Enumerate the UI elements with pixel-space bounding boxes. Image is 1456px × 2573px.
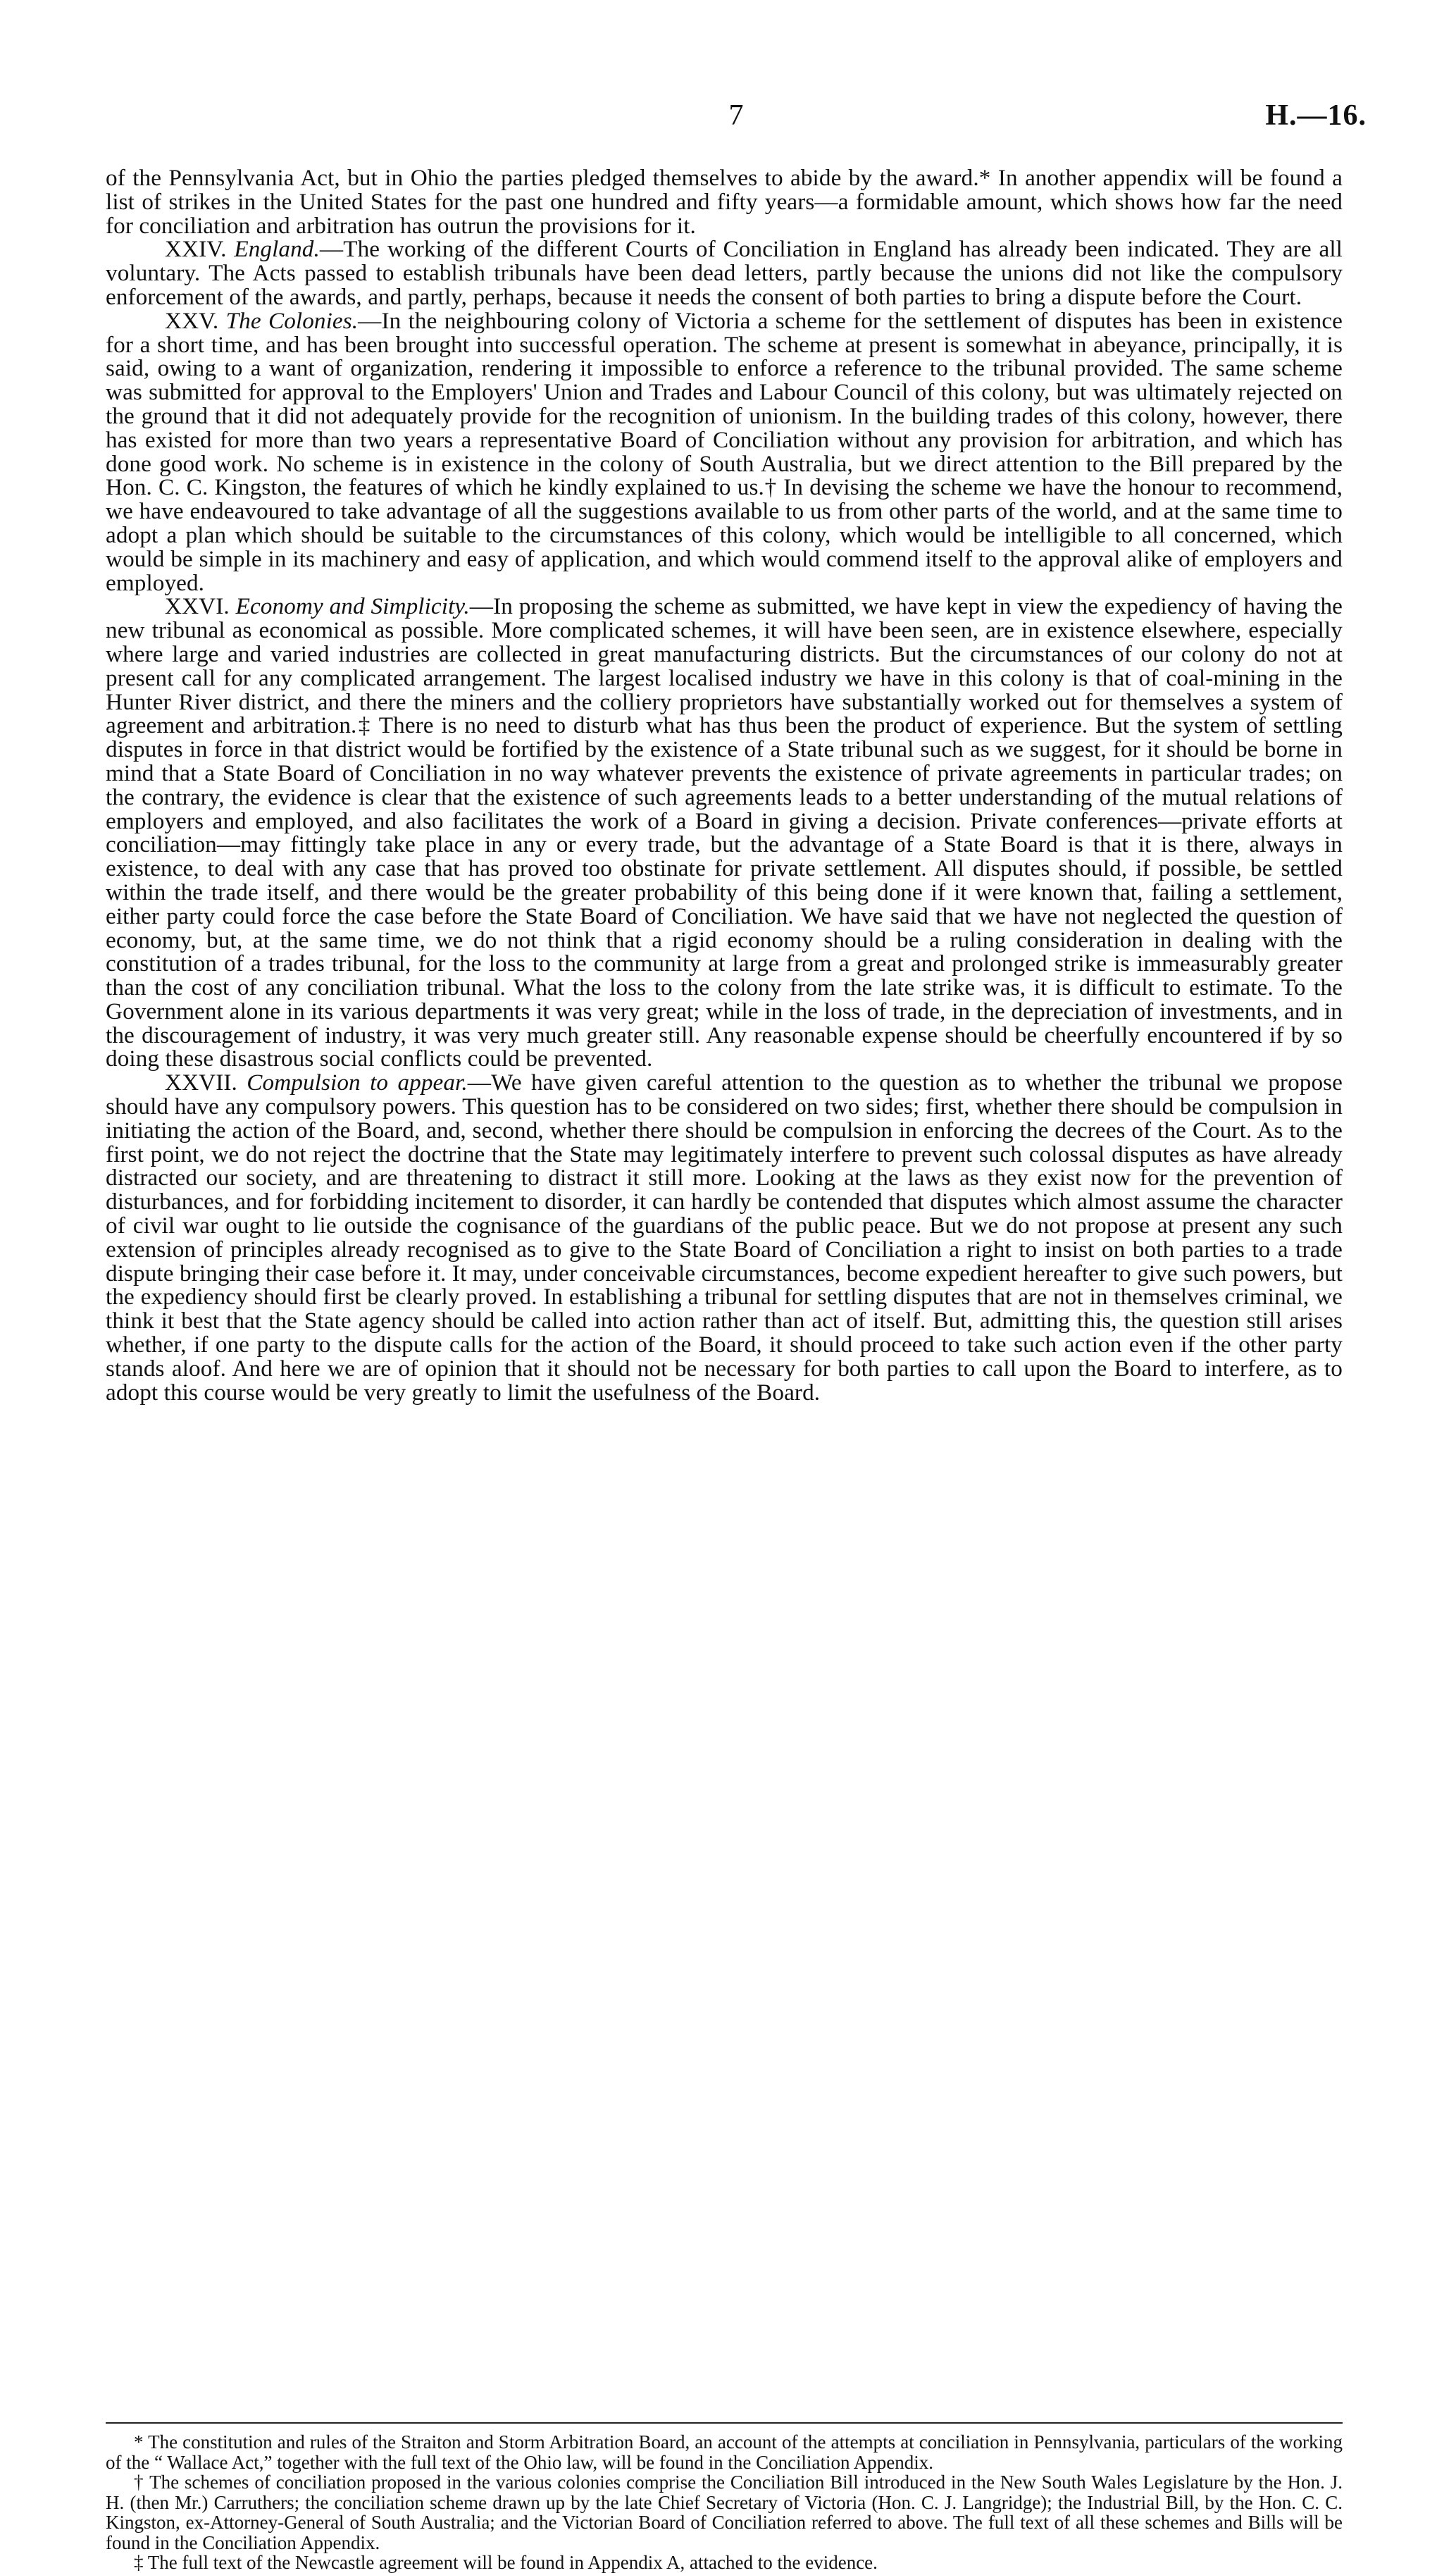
- section-number: XXIV.: [165, 236, 227, 263]
- paragraph-text: —We have given careful attention to the question as to whether the tribunal we propose should have any compulsory powers. This question has to be considered on two sides; first, whether there should be compulsion in initiating the action of the Board, and, second, whether there should be compulsion in enforcing the decrees of the Court. As to the first point, we do not reject the doctrine that the State may legitimately interfere to prevent such colossal disputes as have already distracted our society, and are threatening to distract it still more. Looking at the laws as they exist now for the prevention of disturbances, and for forbidding incitement to disorder, it can hardly be contended that disputes which almost assume the character of civil war ought to lie outside the cognisance of the guardians of the public peace. But we do not propose at present any such extension of principles already recognised as to give to the State Board of Conciliation a right to insist on both parties to a trade dispute bringing their case before it. It may, under conceivable circumstances, become expedient hereafter to give such powers, but the expediency should first be clearly proved. In establishing a tribunal for settling disputes that are not in themselves criminal, we think it best that the State agency should be called into action rather than act of itself. But, admitting this, the question still arises whether, if one party to the dispute calls for the action of the Board, it should proceed to take such action even if the other party stands aloof. And here we are of opinion that it should not be necessary for both parties to call upon the Board to interfere, as to adopt this course would be very greatly to limit the usefulness of the Board.: [106, 1070, 1343, 1406]
- section-title: Compulsion to appear.: [247, 1070, 468, 1096]
- section-number: XXV.: [165, 307, 219, 334]
- paragraph-xxiv: [106, 237, 1343, 309]
- body-text: [106, 166, 1343, 1404]
- paragraph-xxv: [106, 309, 1343, 595]
- footnote-dagger: † The schemes of conciliation proposed in the various colonies comprise the Conciliation Bill introduced in the New South Wales Legislature by the Hon. J. H. (then Mr.) Carruthers; the conciliation scheme drawn up by the late Chief Secretary of Victoria (Hon. C. J. Langridge); the Industrial Bill, by the Hon. C. C. Kingston, ex-Attorney-General of South Australia; and the Victorian Board of Conciliation referred to above. The full text of all these schemes and Bills will be found in the Conciliation Appendix.: [106, 2472, 1343, 2553]
- page-number: 7: [728, 99, 744, 132]
- paragraph-text: —In proposing the scheme as submitted, we have kept in view the expediency of having the new tribunal as economical as possible. More complicated schemes, it will have been seen, are in existence elsewhere, especially where large and varied industries are collected in great manufacturing districts. But the circumstances of our colony do not at present call for any complicated arrangement. The largest localised industry we have in this colony is that of coal-mining in the Hunter River district, and there the miners and the colliery proprietors have substantially worked out for themselves a system of agreement and arbitration.‡ There is no need to disturb what has thus been the product of experience. But the system of settling disputes in force in that district would be fortified by the existence of a State tribunal such as we suggest, for it should be borne in mind that a State Board of Conciliation in no way whatever prevents the existence of private agreements in particular trades; on the contrary, the evidence is clear that the existence of such agreements leads to a better understanding of the mutual relations of employers and employed, and also facilitates the work of a Board in giving a decision. Private conferences—private efforts at conciliation—may fittingly take place in any or every trade, but the advantage of a State Board is that it is there, always in existence, to deal with any case that has proved too obstinate for private settlement. All disputes should, if possible, be settled within the trade itself, and there would be the greater probability of this being done if it were known that, failing a settlement, either party could force the case before the State Board of Conciliation. We have said that we have not neglected the question of economy, but, at the same time, we do not think that a rigid economy should be a ruling consideration in dealing with the constitution of a trades tribunal, for the loss to the community at large from a great and prolonged strike is immeasurably greater than the cost of any conciliation tribunal. What the loss to the colony from the late strike was, it is difficult to estimate. To the Government alone in its various departments it was very great; while in the loss of trade, in the depreciation of investments, and in the discouragement of industry, it was very much greater still. Any reasonable expense should be cheerfully encountered if by so doing these disastrous social conflicts could be prevented.: [106, 593, 1343, 1072]
- section-number: XXVI.: [165, 593, 230, 620]
- footnote-divider: [106, 2422, 1343, 2424]
- footnotes: [106, 2432, 1343, 2573]
- paragraph-text: —The working of the different Courts of Conciliation in England has already been indicated. They are all voluntary. The Acts passed to establish tribunals have been dead letters, partly because the unions did not like the compulsory enforcement of the awards, and partly, perhaps, because it needs the consent of both parties to bring a dispute before the Court.: [106, 236, 1343, 310]
- section-number: XXVII.: [165, 1070, 237, 1096]
- paragraph-continuation: [106, 166, 1343, 237]
- section-title: England.: [234, 236, 320, 263]
- section-title: Economy and Simplicity.: [235, 593, 470, 620]
- document-reference: H.—16.: [1265, 99, 1367, 132]
- paragraph-text: of the Pennsylvania Act, but in Ohio the parties pledged themselves to abide by the award.* In another appendix will be found a list of strikes in the United States for the past one hundred and fifty years—a formidable amount, which shows how far the need for conciliation and arbitration has outrun the provisions for it.: [106, 165, 1343, 239]
- footnote-asterisk: * The constitution and rules of the Straiton and Storm Arbitration Board, an account of the attempts at conciliation in Pennsylvania, particulars of the working of the “ Wallace Act,” together with the full text of the Ohio law, will be found in the Conciliation Appendix.: [106, 2431, 1343, 2473]
- paragraph-text: —In the neighbouring colony of Victoria a scheme for the settlement of disputes has been in existence for a short time, and has been brought into successful operation. The scheme at present is somewhat in abeyance, principally, it is said, owing to a want of organization, rendering it impossible to enforce a reference to the tribunal provided. The same scheme was submitted for approval to the Employers' Union and Trades and Labour Council of this colony, but was ultimately rejected on the ground that it did not adequately provide for the recognition of unionism. In the building trades of this colony, however, there has existed for more than two years a representative Board of Conciliation without any provision for arbitration, and which has done good work. No scheme is in existence in the colony of South Australia, but we direct attention to the Bill prepared by the Hon. C. C. Kingston, the features of which he kindly explained to us.† In devising the scheme we have the honour to recommend, we have endeavoured to take advantage of all the suggestions available to us from other parts of the world, and at the same time to adopt a plan which should be suitable to the circumstances of this colony, which would be intelligible to all concerned, which would be simple in its machinery and easy of application, and which would commend itself to the approval alike of employers and employed.: [106, 307, 1343, 596]
- page-header: [106, 99, 1367, 141]
- footnote-double-dagger: ‡ The full text of the Newcastle agreement will be found in Appendix A, attached to the evidence.: [134, 2552, 878, 2573]
- section-title: The Colonies.: [225, 307, 359, 334]
- paragraph-xxvii: [106, 1071, 1343, 1404]
- paragraph-xxvi: [106, 595, 1343, 1071]
